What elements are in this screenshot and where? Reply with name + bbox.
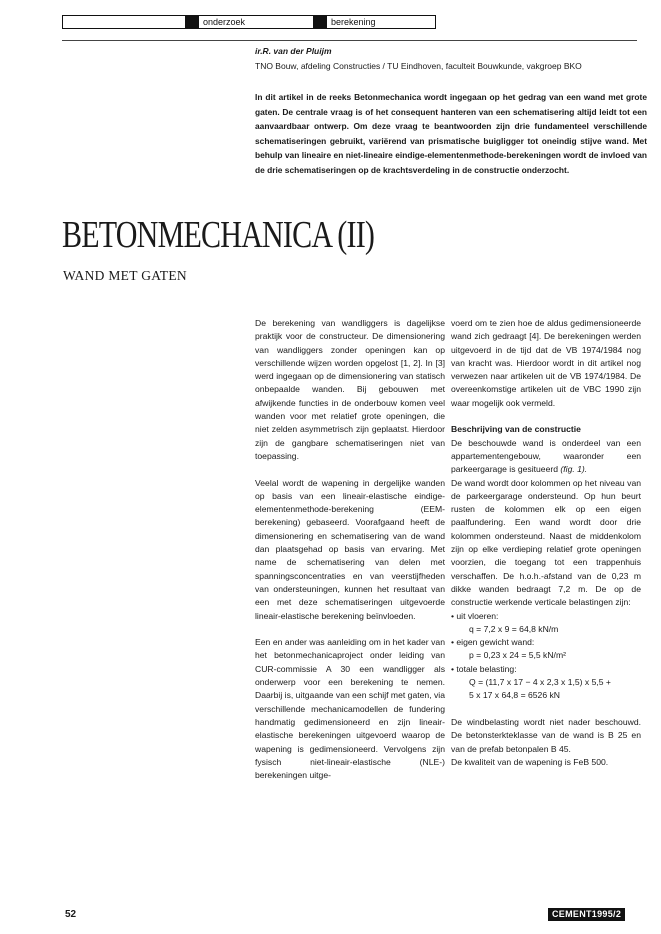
list-item: • totale belasting: [451,663,517,674]
paragraph [451,437,641,477]
article-subtitle: WAND MET GATEN [63,268,187,283]
formula: Q = (11,7 x 17 − 4 x 2,3 x 1,5) x 5,5 + [469,677,611,688]
paragraph: Veelal wordt de wapening in dergelijke wanden op basis van een lineair-elastische eindige-elementenmethode-berekening (EEM-berekening) gebaseerd. Voorafgaand heeft de dimensionering en schematisering van de wand dan plaatsgehad op basis van ervaring. Met name de schematisering van delen met spanningsconcentraties en van veerstijfheden van ondersteuningen, kunnen het resultaat van een met deze schematiseringen uitgevoerde lineair-elastische berekening beïnvloeden. [255,477,445,621]
author-block [255,44,650,74]
section-tab-berekening: berekening [331,17,376,27]
body-column-right [451,317,641,769]
author-name: ir.R. van der Pluijm [255,46,332,56]
list-item: • eigen gewicht wand: [451,637,535,648]
formula: p = 0,23 x 24 = 5,5 kN/m² [469,650,566,661]
page-number: 52 [65,909,77,920]
section-heading: Beschrijving van de constructie [451,424,581,435]
paragraph: Een en ander was aanleiding om in het kader van het betonmechanicaproject onder leiding van CUR-commissie A 30 een wandligger als onderwerp voor een berekening te nemen. Daarbij is, uitgaande van een schijf met gaten, via verschillende mechanicamodellen de fundering handmatig gedimensioneerd en zijn lineair-elastische berekeningen uitgevoerd waarop de wapening is gedimensioneerd. Vervolgens zijn fysisch niet-lineair-elastische (NLE-) berekeningen uitge- [255,637,445,781]
body-column-left [255,317,445,782]
section-tab-bar [62,15,436,29]
paragraph: De wand wordt door kolommen op het niveau van de parkeergarage ondersteund. Op hun beurt rusten de kolommen elk op een eigen paalfundering. Een wand wordt door drie kolommen ondersteund. Naast de middenkolom zijn op elke verdieping relatief grote openingen voorzien, die toegang tot een trappenhuis verschaffen. De h.o.h.-afstand van de 0,23 m dikke wanden bedraagt 7,2 m. De op de constructie werkende verticale belastingen zijn: [451,477,641,608]
intro-abstract: In dit artikel in de reeks Betonmechanica wordt ingegaan op het gedrag van een wand met grote gaten. De centrale vraag is of het consequent hanteren van een schematisering altijd leidt tot een aanvaardbaar ontwerp. Om deze vraag te beantwoorden zijn drie fundamenteel verschillende schematiseringen gebruikt, variërend van prismatische buigligger tot oneindig stijve wand. Met behulp van lineaire en niet-lineaire eindige-elementenmethode-berekeningen wordt de invloed van de drie schematiseringen op de krachtsverdeling in de constructie onderzocht. [255,92,647,175]
section-tab-onderzoek: onderzoek [203,17,246,27]
paragraph: voerd om te zien hoe de aldus gedimensioneerde wand zich gedraagt [4]. De berekeningen werden uitgevoerd in de tijd dat de VB 1974/1984 nog van kracht was. Hierdoor wordt in dit artikel nog verwezen naar artikelen uit de VB 1974/1984. De overeenkomstige artikelen uit de VBC 1990 zijn waar mogelijk ook vermeld. [451,318,641,408]
author-affiliation: TNO Bouw, afdeling Constructies / TU Eindhoven, faculteit Bouwkunde, vakgroep BKO [255,61,582,71]
header-rule [62,40,637,41]
formula: 5 x 17 x 64,8 = 6526 kN [469,690,561,701]
formula: q = 7,2 x 9 = 64,8 kN/m [469,623,559,634]
tab-marker [313,15,327,29]
paragraph: De berekening van wandliggers is dagelijkse praktijk voor de constructeur. De dimensionering van wandliggers zonder openingen kan op verschillende wijzen worden opgelost [1, 2]. In [3] werd ingegaan op de dimensionering van statisch onbepaalde wanden. Bij gebouwen met afwijkende functies in de onderbouw komen veel wanden voor met relatief grote openingen, die niet zelden asymmetrisch zijn geplaatst. Hierdoor zijn de gangbare schematiseringen niet van toepassing. [255,318,445,461]
figure-reference: (fig. 1). [560,464,588,475]
paragraph-text: De beschouwde wand is onderdeel van een appartementengebouw, waaronder een parkeergarage is gesitueerd [451,437,641,475]
paragraph: De kwaliteit van de wapening is FeB 500. [451,756,609,767]
paragraph: De windbelasting wordt niet nader beschouwd. De betonsterkteklasse van de wand is B 25 en van de prefab betonpalen B 45. [451,716,641,754]
article-title: BETONMECHANICA (II) [62,214,375,256]
journal-badge: CEMENT1995/2 [548,908,625,921]
list-item: • uit vloeren: [451,610,499,621]
tab-marker [185,15,199,29]
